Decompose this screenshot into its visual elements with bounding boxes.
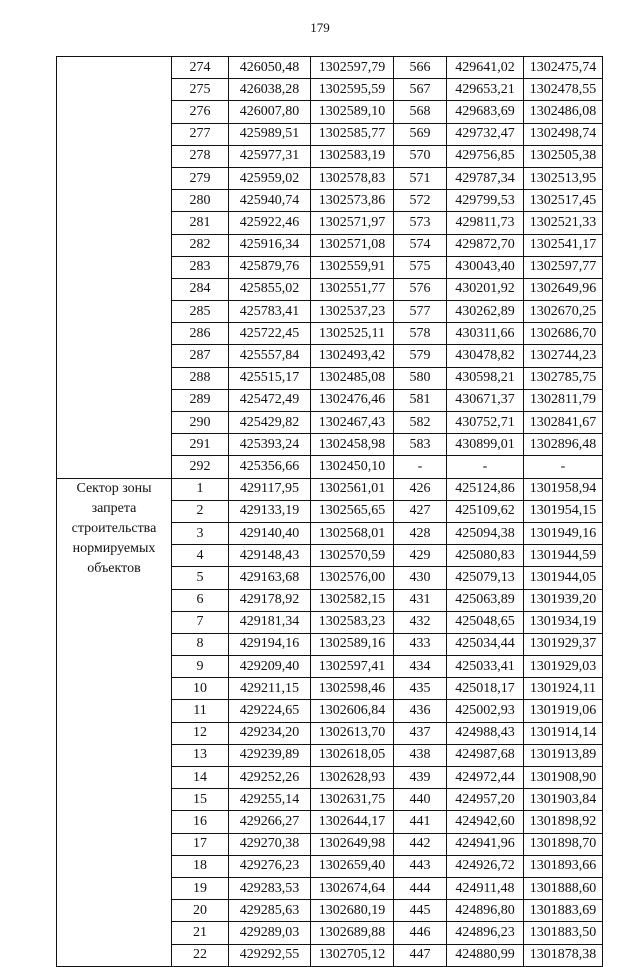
x-coordinate-left: 429163,68: [229, 567, 311, 589]
x-coordinate-left: 425356,66: [229, 456, 311, 478]
point-number-right: -: [394, 456, 447, 478]
point-number-left: 290: [172, 412, 229, 434]
x-coordinate-left: 425429,82: [229, 412, 311, 434]
x-coordinate-left: 429239,89: [229, 744, 311, 766]
point-number-left: 276: [172, 101, 229, 123]
point-number-left: 11: [172, 700, 229, 722]
y-coordinate-right: 1302785,75: [524, 367, 603, 389]
y-coordinate-left: 1302649,98: [311, 833, 394, 855]
x-coordinate-right: 425080,83: [447, 545, 524, 567]
x-coordinate-left: 429255,14: [229, 789, 311, 811]
y-coordinate-left: 1302570,59: [311, 545, 394, 567]
x-coordinate-left: 429211,15: [229, 678, 311, 700]
coordinates-table: [56, 56, 603, 967]
section-label: [57, 57, 172, 479]
x-coordinate-left: 429285,63: [229, 900, 311, 922]
point-number-right: 571: [394, 167, 447, 189]
x-coordinate-right: 424896,80: [447, 900, 524, 922]
y-coordinate-left: 1302606,84: [311, 700, 394, 722]
point-number-left: 287: [172, 345, 229, 367]
x-coordinate-left: 429270,38: [229, 833, 311, 855]
y-coordinate-right: 1301924,11: [524, 678, 603, 700]
y-coordinate-left: 1302493,42: [311, 345, 394, 367]
y-coordinate-right: 1302478,55: [524, 79, 603, 101]
point-number-left: 1: [172, 478, 229, 500]
point-number-left: 292: [172, 456, 229, 478]
y-coordinate-left: 1302631,75: [311, 789, 394, 811]
point-number-left: 278: [172, 145, 229, 167]
x-coordinate-left: 425916,34: [229, 234, 311, 256]
y-coordinate-left: 1302551,77: [311, 278, 394, 300]
x-coordinate-left: 425515,17: [229, 367, 311, 389]
x-coordinate-right: 424911,48: [447, 877, 524, 899]
x-coordinate-right: 430262,89: [447, 301, 524, 323]
y-coordinate-left: 1302597,79: [311, 57, 394, 79]
point-number-left: 15: [172, 789, 229, 811]
point-number-right: 577: [394, 301, 447, 323]
y-coordinate-right: 1301898,70: [524, 833, 603, 855]
y-coordinate-right: 1302486,08: [524, 101, 603, 123]
y-coordinate-left: 1302565,65: [311, 500, 394, 522]
x-coordinate-right: 429641,02: [447, 57, 524, 79]
point-number-left: 2: [172, 500, 229, 522]
x-coordinate-right: 425094,38: [447, 522, 524, 544]
point-number-right: 569: [394, 123, 447, 145]
section-label: [57, 478, 172, 966]
x-coordinate-right: -: [447, 456, 524, 478]
x-coordinate-right: 429732,47: [447, 123, 524, 145]
point-number-left: 7: [172, 611, 229, 633]
point-number-right: 442: [394, 833, 447, 855]
point-number-left: 282: [172, 234, 229, 256]
x-coordinate-left: 426050,48: [229, 57, 311, 79]
x-coordinate-left: 425989,51: [229, 123, 311, 145]
y-coordinate-left: 1302585,77: [311, 123, 394, 145]
point-number-left: 16: [172, 811, 229, 833]
coordinates-table-body: [57, 57, 603, 967]
x-coordinate-left: 429181,34: [229, 611, 311, 633]
x-coordinate-right: 429799,53: [447, 190, 524, 212]
point-number-right: 437: [394, 722, 447, 744]
point-number-right: 576: [394, 278, 447, 300]
y-coordinate-right: 1302498,74: [524, 123, 603, 145]
y-coordinate-left: 1302525,11: [311, 323, 394, 345]
x-coordinate-left: 429276,23: [229, 855, 311, 877]
point-number-left: 14: [172, 767, 229, 789]
x-coordinate-right: 429811,73: [447, 212, 524, 234]
point-number-right: 580: [394, 367, 447, 389]
x-coordinate-left: 425855,02: [229, 278, 311, 300]
point-number-left: 8: [172, 633, 229, 655]
x-coordinate-left: 425783,41: [229, 301, 311, 323]
point-number-right: 441: [394, 811, 447, 833]
x-coordinate-right: 425079,13: [447, 567, 524, 589]
point-number-right: 574: [394, 234, 447, 256]
point-number-left: 283: [172, 256, 229, 278]
point-number-right: 435: [394, 678, 447, 700]
x-coordinate-left: 429148,43: [229, 545, 311, 567]
x-coordinate-right: 424941,96: [447, 833, 524, 855]
point-number-right: 434: [394, 656, 447, 678]
point-number-left: 279: [172, 167, 229, 189]
x-coordinate-right: 429653,21: [447, 79, 524, 101]
y-coordinate-right: 1301903,84: [524, 789, 603, 811]
x-coordinate-left: 429289,03: [229, 922, 311, 944]
point-number-right: 428: [394, 522, 447, 544]
y-coordinate-left: 1302467,43: [311, 412, 394, 434]
y-coordinate-right: 1301934,19: [524, 611, 603, 633]
point-number-right: 436: [394, 700, 447, 722]
x-coordinate-left: 429140,40: [229, 522, 311, 544]
x-coordinate-left: 425879,76: [229, 256, 311, 278]
x-coordinate-right: 429756,85: [447, 145, 524, 167]
point-number-right: 439: [394, 767, 447, 789]
y-coordinate-left: 1302689,88: [311, 922, 394, 944]
point-number-right: 433: [394, 633, 447, 655]
y-coordinate-left: 1302644,17: [311, 811, 394, 833]
y-coordinate-left: 1302589,10: [311, 101, 394, 123]
y-coordinate-right: 1302517,45: [524, 190, 603, 212]
x-coordinate-right: 424880,99: [447, 944, 524, 966]
y-coordinate-right: 1302686,70: [524, 323, 603, 345]
x-coordinate-left: 426007,80: [229, 101, 311, 123]
y-coordinate-left: 1302674,64: [311, 877, 394, 899]
y-coordinate-right: 1302513,95: [524, 167, 603, 189]
y-coordinate-right: 1302521,33: [524, 212, 603, 234]
point-number-right: 440: [394, 789, 447, 811]
section-label-line: запрета: [91, 500, 137, 516]
point-number-left: 12: [172, 722, 229, 744]
x-coordinate-left: 429117,95: [229, 478, 311, 500]
point-number-right: 446: [394, 922, 447, 944]
y-coordinate-right: 1301893,66: [524, 855, 603, 877]
section-label-line: Сектор зоны: [76, 480, 152, 496]
point-number-right: 568: [394, 101, 447, 123]
point-number-left: 284: [172, 278, 229, 300]
y-coordinate-right: 1301958,94: [524, 478, 603, 500]
x-coordinate-left: 425472,49: [229, 389, 311, 411]
y-coordinate-left: 1302571,08: [311, 234, 394, 256]
y-coordinate-right: 1301914,14: [524, 722, 603, 744]
y-coordinate-left: 1302458,98: [311, 434, 394, 456]
point-number-left: 5: [172, 567, 229, 589]
point-number-right: 443: [394, 855, 447, 877]
point-number-left: 4: [172, 545, 229, 567]
y-coordinate-left: 1302578,83: [311, 167, 394, 189]
y-coordinate-right: 1301919,06: [524, 700, 603, 722]
x-coordinate-right: 424942,60: [447, 811, 524, 833]
page-number: 179: [310, 20, 330, 35]
x-coordinate-right: 425063,89: [447, 589, 524, 611]
point-number-left: 22: [172, 944, 229, 966]
y-coordinate-left: 1302561,01: [311, 478, 394, 500]
x-coordinate-right: 430043,40: [447, 256, 524, 278]
y-coordinate-right: 1301883,50: [524, 922, 603, 944]
x-coordinate-right: 424957,20: [447, 789, 524, 811]
y-coordinate-right: 1302841,67: [524, 412, 603, 434]
x-coordinate-right: 430598,21: [447, 367, 524, 389]
point-number-left: 13: [172, 744, 229, 766]
y-coordinate-right: 1302896,48: [524, 434, 603, 456]
point-number-left: 10: [172, 678, 229, 700]
point-number-left: 19: [172, 877, 229, 899]
point-number-right: 445: [394, 900, 447, 922]
point-number-left: 21: [172, 922, 229, 944]
point-number-left: 291: [172, 434, 229, 456]
point-number-right: 570: [394, 145, 447, 167]
point-number-right: 583: [394, 434, 447, 456]
y-coordinate-right: 1301929,37: [524, 633, 603, 655]
y-coordinate-right: 1301954,15: [524, 500, 603, 522]
y-coordinate-right: 1301898,92: [524, 811, 603, 833]
y-coordinate-left: 1302659,40: [311, 855, 394, 877]
x-coordinate-right: 424988,43: [447, 722, 524, 744]
point-number-right: 578: [394, 323, 447, 345]
x-coordinate-right: 424896,23: [447, 922, 524, 944]
x-coordinate-left: 429194,16: [229, 633, 311, 655]
y-coordinate-left: 1302559,91: [311, 256, 394, 278]
y-coordinate-right: 1301939,20: [524, 589, 603, 611]
y-coordinate-left: 1302571,97: [311, 212, 394, 234]
y-coordinate-right: 1301913,89: [524, 744, 603, 766]
x-coordinate-right: 425002,93: [447, 700, 524, 722]
point-number-right: 575: [394, 256, 447, 278]
x-coordinate-left: 425557,84: [229, 345, 311, 367]
y-coordinate-left: 1302589,16: [311, 633, 394, 655]
x-coordinate-right: 429787,34: [447, 167, 524, 189]
y-coordinate-left: 1302618,05: [311, 744, 394, 766]
x-coordinate-left: 425722,45: [229, 323, 311, 345]
y-coordinate-left: 1302598,46: [311, 678, 394, 700]
point-number-right: 438: [394, 744, 447, 766]
y-coordinate-left: 1302582,15: [311, 589, 394, 611]
y-coordinate-right: 1302670,25: [524, 301, 603, 323]
y-coordinate-right: 1302505,38: [524, 145, 603, 167]
point-number-left: 277: [172, 123, 229, 145]
point-number-left: 20: [172, 900, 229, 922]
point-number-left: 274: [172, 57, 229, 79]
point-number-left: 17: [172, 833, 229, 855]
y-coordinate-right: 1302475,74: [524, 57, 603, 79]
y-coordinate-right: 1301944,05: [524, 567, 603, 589]
y-coordinate-right: 1302541,17: [524, 234, 603, 256]
x-coordinate-left: 429252,26: [229, 767, 311, 789]
y-coordinate-left: 1302476,46: [311, 389, 394, 411]
point-number-left: 9: [172, 656, 229, 678]
x-coordinate-left: 425959,02: [229, 167, 311, 189]
x-coordinate-left: 425940,74: [229, 190, 311, 212]
x-coordinate-left: 429178,92: [229, 589, 311, 611]
point-number-right: 567: [394, 79, 447, 101]
point-number-left: 6: [172, 589, 229, 611]
y-coordinate-left: 1302705,12: [311, 944, 394, 966]
table-row: [57, 478, 603, 500]
x-coordinate-left: 429209,40: [229, 656, 311, 678]
point-number-right: 426: [394, 478, 447, 500]
x-coordinate-left: 429224,65: [229, 700, 311, 722]
y-coordinate-left: 1302537,23: [311, 301, 394, 323]
y-coordinate-left: 1302583,19: [311, 145, 394, 167]
y-coordinate-right: 1302811,79: [524, 389, 603, 411]
point-number-right: 429: [394, 545, 447, 567]
x-coordinate-right: 424987,68: [447, 744, 524, 766]
point-number-right: 566: [394, 57, 447, 79]
point-number-left: 286: [172, 323, 229, 345]
x-coordinate-left: 429266,27: [229, 811, 311, 833]
point-number-right: 572: [394, 190, 447, 212]
y-coordinate-left: 1302568,01: [311, 522, 394, 544]
point-number-left: 280: [172, 190, 229, 212]
x-coordinate-right: 425124,86: [447, 478, 524, 500]
point-number-left: 285: [172, 301, 229, 323]
y-coordinate-right: 1301944,59: [524, 545, 603, 567]
y-coordinate-right: 1301949,16: [524, 522, 603, 544]
y-coordinate-right: 1301929,03: [524, 656, 603, 678]
y-coordinate-right: 1301908,90: [524, 767, 603, 789]
point-number-right: 581: [394, 389, 447, 411]
y-coordinate-left: 1302595,59: [311, 79, 394, 101]
x-coordinate-right: 429683,69: [447, 101, 524, 123]
x-coordinate-right: 425048,65: [447, 611, 524, 633]
y-coordinate-left: 1302573,86: [311, 190, 394, 212]
y-coordinate-right: -: [524, 456, 603, 478]
x-coordinate-left: 429133,19: [229, 500, 311, 522]
point-number-right: 427: [394, 500, 447, 522]
x-coordinate-left: 425922,46: [229, 212, 311, 234]
y-coordinate-left: 1302485,08: [311, 367, 394, 389]
x-coordinate-right: 425109,62: [447, 500, 524, 522]
point-number-left: 289: [172, 389, 229, 411]
table-row: [57, 57, 603, 79]
y-coordinate-left: 1302583,23: [311, 611, 394, 633]
point-number-left: 3: [172, 522, 229, 544]
y-coordinate-left: 1302450,10: [311, 456, 394, 478]
x-coordinate-left: 429283,53: [229, 877, 311, 899]
point-number-right: 579: [394, 345, 447, 367]
x-coordinate-right: 425034,44: [447, 633, 524, 655]
y-coordinate-right: 1302649,96: [524, 278, 603, 300]
y-coordinate-right: 1302597,77: [524, 256, 603, 278]
x-coordinate-right: 430671,37: [447, 389, 524, 411]
point-number-right: 431: [394, 589, 447, 611]
y-coordinate-right: 1301878,38: [524, 944, 603, 966]
y-coordinate-left: 1302576,00: [311, 567, 394, 589]
y-coordinate-right: 1301883,69: [524, 900, 603, 922]
x-coordinate-right: 430899,01: [447, 434, 524, 456]
point-number-left: 281: [172, 212, 229, 234]
x-coordinate-left: 429292,55: [229, 944, 311, 966]
point-number-right: 444: [394, 877, 447, 899]
point-number-right: 582: [394, 412, 447, 434]
point-number-right: 430: [394, 567, 447, 589]
x-coordinate-right: 430201,92: [447, 278, 524, 300]
x-coordinate-right: 429872,70: [447, 234, 524, 256]
x-coordinate-right: 430752,71: [447, 412, 524, 434]
x-coordinate-right: 425018,17: [447, 678, 524, 700]
point-number-left: 275: [172, 79, 229, 101]
point-number-left: 288: [172, 367, 229, 389]
x-coordinate-left: 425393,24: [229, 434, 311, 456]
x-coordinate-right: 424926,72: [447, 855, 524, 877]
section-label-line: нормируемых: [72, 540, 156, 556]
x-coordinate-right: 430311,66: [447, 323, 524, 345]
point-number-right: 573: [394, 212, 447, 234]
x-coordinate-right: 425033,41: [447, 656, 524, 678]
x-coordinate-left: 426038,28: [229, 79, 311, 101]
point-number-right: 447: [394, 944, 447, 966]
y-coordinate-left: 1302628,93: [311, 767, 394, 789]
y-coordinate-right: 1302744,23: [524, 345, 603, 367]
y-coordinate-left: 1302680,19: [311, 900, 394, 922]
point-number-right: 432: [394, 611, 447, 633]
section-label-line: строительства: [71, 520, 157, 536]
point-number-left: 18: [172, 855, 229, 877]
x-coordinate-right: 424972,44: [447, 767, 524, 789]
y-coordinate-left: 1302597,41: [311, 656, 394, 678]
x-coordinate-left: 429234,20: [229, 722, 311, 744]
x-coordinate-right: 430478,82: [447, 345, 524, 367]
y-coordinate-left: 1302613,70: [311, 722, 394, 744]
x-coordinate-left: 425977,31: [229, 145, 311, 167]
section-label-line: объектов: [87, 560, 141, 576]
y-coordinate-right: 1301888,60: [524, 877, 603, 899]
